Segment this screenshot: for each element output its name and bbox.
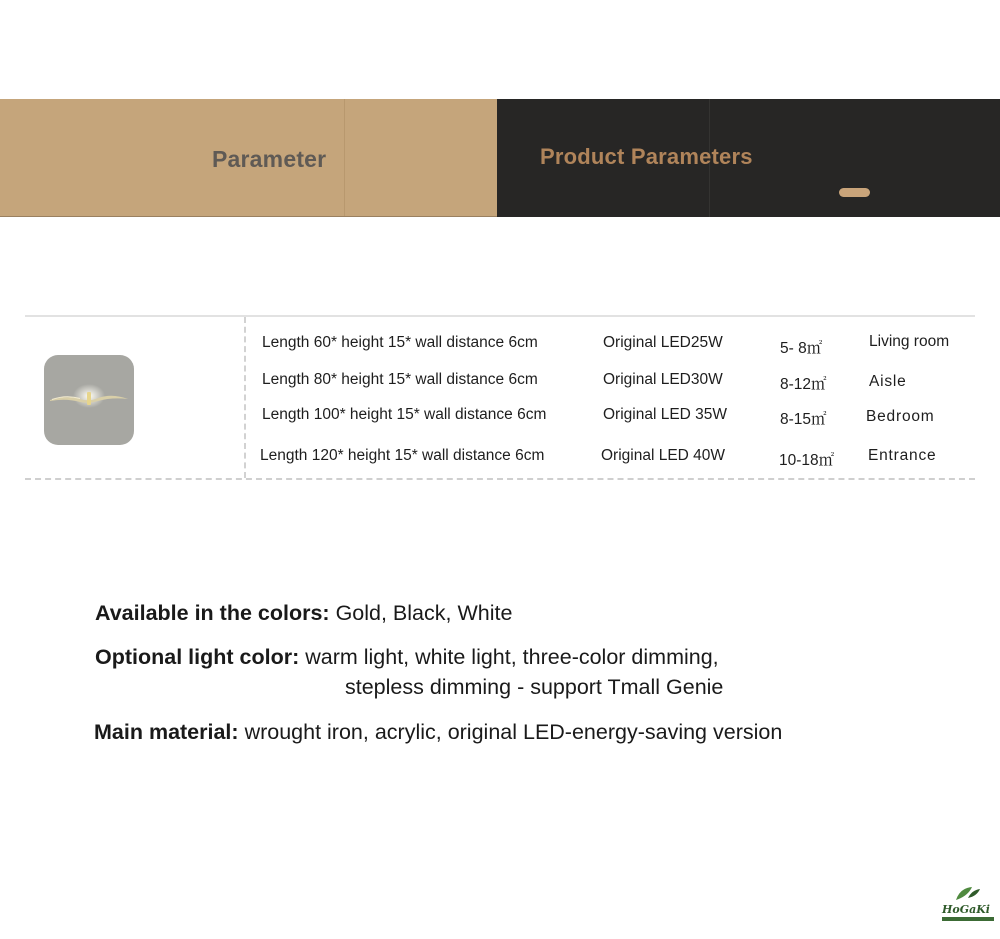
material-label: Main material: — [94, 720, 239, 744]
light-color-line — [95, 645, 719, 670]
spec-area: 10-18㎡ — [779, 452, 835, 469]
colors-line — [95, 601, 512, 626]
product-parameters-title: Product Parameters — [540, 144, 753, 169]
parameter-title: Parameter — [212, 146, 327, 172]
banner-left-panel — [0, 99, 497, 217]
table-top-border — [25, 315, 975, 317]
brand-tagline-bar — [942, 917, 994, 921]
spec-size: Length 120* height 15* wall distance 6cm — [260, 447, 545, 464]
leaf-icon — [954, 884, 982, 904]
spec-size: Length 100* height 15* wall distance 6cm — [262, 406, 547, 423]
spec-size: Length 60* height 15* wall distance 6cm — [262, 334, 538, 351]
table-column-divider — [244, 317, 246, 478]
spec-room: Aisle — [869, 373, 907, 390]
spec-room: Bedroom — [866, 408, 935, 425]
spec-power: Original LED 35W — [603, 406, 728, 423]
divider — [344, 99, 345, 216]
material-value: wrought iron, acrylic, original LED-energy-saving version — [244, 720, 783, 744]
light-color-label: Optional light color: — [95, 645, 300, 669]
material-line — [94, 720, 782, 745]
colors-value: Gold, Black, White — [335, 601, 513, 625]
header-banner — [0, 99, 1000, 217]
brand-logo — [940, 884, 996, 928]
spec-area: 8-12㎡ — [780, 376, 827, 393]
spec-power: Original LED30W — [603, 371, 723, 388]
spec-room: Living room — [869, 333, 950, 350]
decorative-pill — [839, 188, 870, 197]
banner-right-panel — [497, 99, 1000, 217]
table-bottom-border — [25, 478, 975, 480]
spec-area: 5- 8㎡ — [780, 340, 823, 357]
brand-name: HoGaKi — [942, 903, 990, 916]
spec-power: Original LED25W — [603, 334, 723, 351]
spec-power: Original LED 40W — [601, 447, 726, 464]
colors-label: Available in the colors: — [95, 601, 330, 625]
light-color-value-continued: stepless dimming - support Tmall Genie — [345, 675, 724, 699]
spec-room: Entrance — [868, 447, 937, 464]
light-color-value: warm light, white light, three-color dimming, — [305, 645, 719, 669]
wall-lamp-icon — [44, 355, 134, 445]
spec-area: 8-15㎡ — [780, 411, 827, 428]
spec-size: Length 80* height 15* wall distance 6cm — [262, 371, 538, 388]
